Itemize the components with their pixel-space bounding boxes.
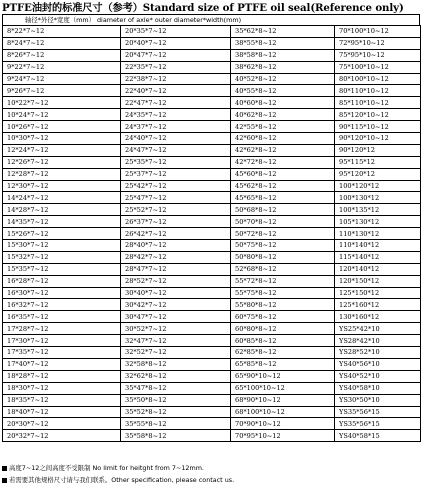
- table-cell: 17*28*7~12: [3, 323, 121, 335]
- table-row: [3, 49, 421, 61]
- table-cell: 28*40*7~12: [121, 240, 231, 252]
- table-cell: YS25*42*10: [335, 323, 421, 335]
- table-cell: 20*30*7~12: [3, 418, 121, 430]
- table-cell: 24*47*7~12: [121, 144, 231, 156]
- table-cell: 26*37*7~12: [121, 216, 231, 228]
- table-cell: 80*110*10~12: [335, 85, 421, 97]
- table-cell: 12*28*7~12: [3, 168, 121, 180]
- note-contact: [2, 474, 420, 486]
- table-cell: 8*26*7~12: [3, 49, 121, 61]
- table-cell: YS40*58*10: [335, 382, 421, 394]
- table-cell: 35*62*8~12: [231, 26, 335, 38]
- table-cell: 25*37*7~12: [121, 168, 231, 180]
- table-cell: 16*35*7~12: [3, 311, 121, 323]
- table-cell: 85*110*10~12: [335, 97, 421, 109]
- table-cell: 65*100*10~12: [231, 382, 335, 394]
- table-cell: 90*120*12: [335, 144, 421, 156]
- table-cell: 9*26*7~12: [3, 85, 121, 97]
- table-cell: 10*26*7~12: [3, 121, 121, 133]
- table-cell: YS28*42*10: [335, 335, 421, 347]
- table-cell: 45*62*8~12: [231, 180, 335, 192]
- table-cell: 60*85*8~12: [231, 335, 335, 347]
- table-cell: 60*75*8~12: [231, 311, 335, 323]
- table-cell: 28*47*7~12: [121, 263, 231, 275]
- table-cell: 55*72*8~12: [231, 275, 335, 287]
- table-cell: 32*62*8~12: [121, 370, 231, 382]
- table-cell: 20*47*7~12: [121, 49, 231, 61]
- table-cell: 18*40*7~12: [3, 406, 121, 418]
- table-cell: 35*47*8~12: [121, 382, 231, 394]
- table-cell: 38*62*8~12: [231, 61, 335, 73]
- table-cell: 110*130*12: [335, 228, 421, 240]
- page-title: PTFE油封的标准尺寸（参考）Standard size of PTFE oil seal(Reference only): [2, 2, 404, 14]
- table-header: 轴径*外径*宽度（mm） diameter of axle* outer diameter*width(mm): [2, 14, 420, 25]
- table-row: [3, 263, 421, 275]
- table-cell: 45*65*8~12: [231, 192, 335, 204]
- table-cell: 125*150*12: [335, 287, 421, 299]
- table-row: [3, 347, 421, 359]
- table-cell: 70*100*10~12: [335, 26, 421, 38]
- table-cell: 10*30*7~12: [3, 133, 121, 145]
- table-row: [3, 156, 421, 168]
- table-row: [3, 192, 421, 204]
- table-cell: 40*62*8~12: [231, 109, 335, 121]
- table-cell: 14*28*7~12: [3, 204, 121, 216]
- table-cell: YS35*56*15: [335, 418, 421, 430]
- table-row: [3, 61, 421, 73]
- table-row: [3, 97, 421, 109]
- table-cell: 110*140*12: [335, 240, 421, 252]
- table-cell: 30*52*7~12: [121, 323, 231, 335]
- table-cell: 12*30*7~12: [3, 180, 121, 192]
- table-row: [3, 73, 421, 85]
- table-row: [3, 418, 421, 430]
- table-cell: YS35*56*15: [335, 406, 421, 418]
- table-cell: 35*55*8~12: [121, 418, 231, 430]
- table-row: [3, 204, 421, 216]
- table-cell: YS30*50*10: [335, 394, 421, 406]
- table-cell: 24*37*7~12: [121, 121, 231, 133]
- table-row: [3, 85, 421, 97]
- table-cell: 85*120*10~12: [335, 109, 421, 121]
- note-text: 若需要其他规格尺寸请与我们联系。Other specification, please contact us.: [9, 476, 235, 484]
- table-row: [3, 26, 421, 38]
- table-cell: 100*135*12: [335, 204, 421, 216]
- table-cell: 22*47*7~12: [121, 97, 231, 109]
- table-cell: 22*38*7~12: [121, 73, 231, 85]
- table-cell: 125*160*12: [335, 299, 421, 311]
- table-cell: 38*58*8~12: [231, 49, 335, 61]
- table-cell: 12*24*7~12: [3, 144, 121, 156]
- table-cell: 40*52*8~12: [231, 73, 335, 85]
- table-row: [3, 287, 421, 299]
- table-row: [3, 394, 421, 406]
- table-cell: 80*100*10~12: [335, 73, 421, 85]
- table-cell: 9*22*7~12: [3, 61, 121, 73]
- table-cell: 50*70*8~12: [231, 216, 335, 228]
- table-cell: 22*40*7~12: [121, 85, 231, 97]
- table-cell: 55*75*8~12: [231, 287, 335, 299]
- table-row: [3, 323, 421, 335]
- table-cell: 30*40*7~12: [121, 287, 231, 299]
- table-cell: 90*115*10~12: [335, 121, 421, 133]
- table-cell: 32*58*8~12: [121, 358, 231, 370]
- note-text: 高度7~12之间高度不受限制 No limit for heitght from 7~12mm.: [9, 464, 204, 472]
- table-cell: 8*24*7~12: [3, 37, 121, 49]
- table-row: [3, 406, 421, 418]
- table-cell: YS40*56*10: [335, 358, 421, 370]
- table-cell: 130*160*12: [335, 311, 421, 323]
- square-bullet-icon: [2, 466, 7, 471]
- table-cell: 50*80*8~12: [231, 251, 335, 263]
- table-cell: 100*120*12: [335, 180, 421, 192]
- table-row: [3, 37, 421, 49]
- size-table: [2, 25, 421, 442]
- table-cell: 20*35*7~12: [121, 26, 231, 38]
- table-row: [3, 240, 421, 252]
- table-cell: 24*35*7~12: [121, 109, 231, 121]
- table-row: [3, 358, 421, 370]
- table-cell: 95*115*12: [335, 156, 421, 168]
- table-cell: YS40*52*10: [335, 370, 421, 382]
- table-cell: 28*52*7~12: [121, 275, 231, 287]
- table-cell: 120*140*12: [335, 263, 421, 275]
- table-row: [3, 299, 421, 311]
- table-cell: 68*90*10~12: [231, 394, 335, 406]
- table-cell: 75*100*10~12: [335, 61, 421, 73]
- table-cell: 38*55*8~12: [231, 37, 335, 49]
- table-cell: 25*47*7~12: [121, 192, 231, 204]
- table-cell: 40*55*8~12: [231, 85, 335, 97]
- table-cell: 42*72*8~12: [231, 156, 335, 168]
- table-cell: 18*28*7~12: [3, 370, 121, 382]
- table-cell: 42*62*8~12: [231, 144, 335, 156]
- table-cell: 50*72*8~12: [231, 228, 335, 240]
- table-cell: 35*52*8~12: [121, 406, 231, 418]
- table-row: [3, 216, 421, 228]
- table-cell: 105*130*12: [335, 216, 421, 228]
- table-cell: 16*30*7~12: [3, 287, 121, 299]
- table-cell: 90*120*10~12: [335, 133, 421, 145]
- table-row: [3, 144, 421, 156]
- table-cell: 35*58*8~12: [121, 430, 231, 442]
- table-row: [3, 180, 421, 192]
- table-cell: 15*30*7~12: [3, 240, 121, 252]
- table-row: [3, 382, 421, 394]
- table-row: [3, 311, 421, 323]
- table-cell: 30*42*7~12: [121, 299, 231, 311]
- table-row: [3, 168, 421, 180]
- table-cell: 115*140*12: [335, 251, 421, 263]
- table-cell: 28*42*7~12: [121, 251, 231, 263]
- table-cell: 50*68*8~12: [231, 204, 335, 216]
- table-cell: 15*35*7~12: [3, 263, 121, 275]
- table-cell: 9*24*7~12: [3, 73, 121, 85]
- table-cell: 45*60*8~12: [231, 168, 335, 180]
- table-cell: 24*40*7~12: [121, 133, 231, 145]
- table-row: [3, 370, 421, 382]
- table-cell: 72*95*10~12: [335, 37, 421, 49]
- table-cell: 50*75*8~12: [231, 240, 335, 252]
- table-cell: 120*150*12: [335, 275, 421, 287]
- table-cell: 17*40*7~12: [3, 358, 121, 370]
- table-cell: 10*22*7~12: [3, 97, 121, 109]
- table-row: [3, 251, 421, 263]
- table-cell: 8*22*7~12: [3, 26, 121, 38]
- table-cell: 16*28*7~12: [3, 275, 121, 287]
- table-cell: 95*120*12: [335, 168, 421, 180]
- table-cell: YS40*58*15: [335, 430, 421, 442]
- table-cell: 52*68*8~12: [231, 263, 335, 275]
- square-bullet-icon: [2, 478, 7, 483]
- table-cell: 17*35*7~12: [3, 347, 121, 359]
- table-row: [3, 121, 421, 133]
- table-cell: 14*35*7~12: [3, 216, 121, 228]
- table-cell: 55*80*8~12: [231, 299, 335, 311]
- table-cell: 15*26*7~12: [3, 228, 121, 240]
- table-row: [3, 109, 421, 121]
- table-cell: 65*90*10~12: [231, 370, 335, 382]
- table-cell: 18*30*7~12: [3, 382, 121, 394]
- footnotes: [2, 462, 420, 486]
- table-cell: 70*95*10~12: [231, 430, 335, 442]
- table-row: [3, 275, 421, 287]
- table-cell: YS28*52*10: [335, 347, 421, 359]
- table-cell: 75*95*10~12: [335, 49, 421, 61]
- table-cell: 20*32*7~12: [3, 430, 121, 442]
- table-cell: 32*47*7~12: [121, 335, 231, 347]
- table-cell: 32*52*7~12: [121, 347, 231, 359]
- table-row: [3, 335, 421, 347]
- table-cell: 65*85*8~12: [231, 358, 335, 370]
- table-cell: 18*35*7~12: [3, 394, 121, 406]
- table-row: [3, 228, 421, 240]
- note-height: [2, 462, 420, 474]
- table-cell: 10*24*7~12: [3, 109, 121, 121]
- size-table-body: [3, 26, 421, 442]
- table-cell: 26*42*7~12: [121, 228, 231, 240]
- table-cell: 15*32*7~12: [3, 251, 121, 263]
- table-cell: 22*35*7~12: [121, 61, 231, 73]
- table-cell: 42*55*8~12: [231, 121, 335, 133]
- table-row: [3, 133, 421, 145]
- table-cell: 25*35*7~12: [121, 156, 231, 168]
- table-cell: 30*47*7~12: [121, 311, 231, 323]
- table-cell: 62*85*8~12: [231, 347, 335, 359]
- table-cell: 25*52*7~12: [121, 204, 231, 216]
- table-cell: 16*32*7~12: [3, 299, 121, 311]
- table-cell: 35*50*8~12: [121, 394, 231, 406]
- table-cell: 14*24*7~12: [3, 192, 121, 204]
- table-row: [3, 430, 421, 442]
- table-cell: 20*40*7~12: [121, 37, 231, 49]
- table-cell: 40*60*8~12: [231, 97, 335, 109]
- table-cell: 100*130*12: [335, 192, 421, 204]
- table-cell: 60*80*8~12: [231, 323, 335, 335]
- table-cell: 70*90*10~12: [231, 418, 335, 430]
- table-cell: 68*100*10~12: [231, 406, 335, 418]
- table-cell: 12*26*7~12: [3, 156, 121, 168]
- table-cell: 42*60*8~12: [231, 133, 335, 145]
- table-cell: 17*30*7~12: [3, 335, 121, 347]
- table-cell: 25*42*7~12: [121, 180, 231, 192]
